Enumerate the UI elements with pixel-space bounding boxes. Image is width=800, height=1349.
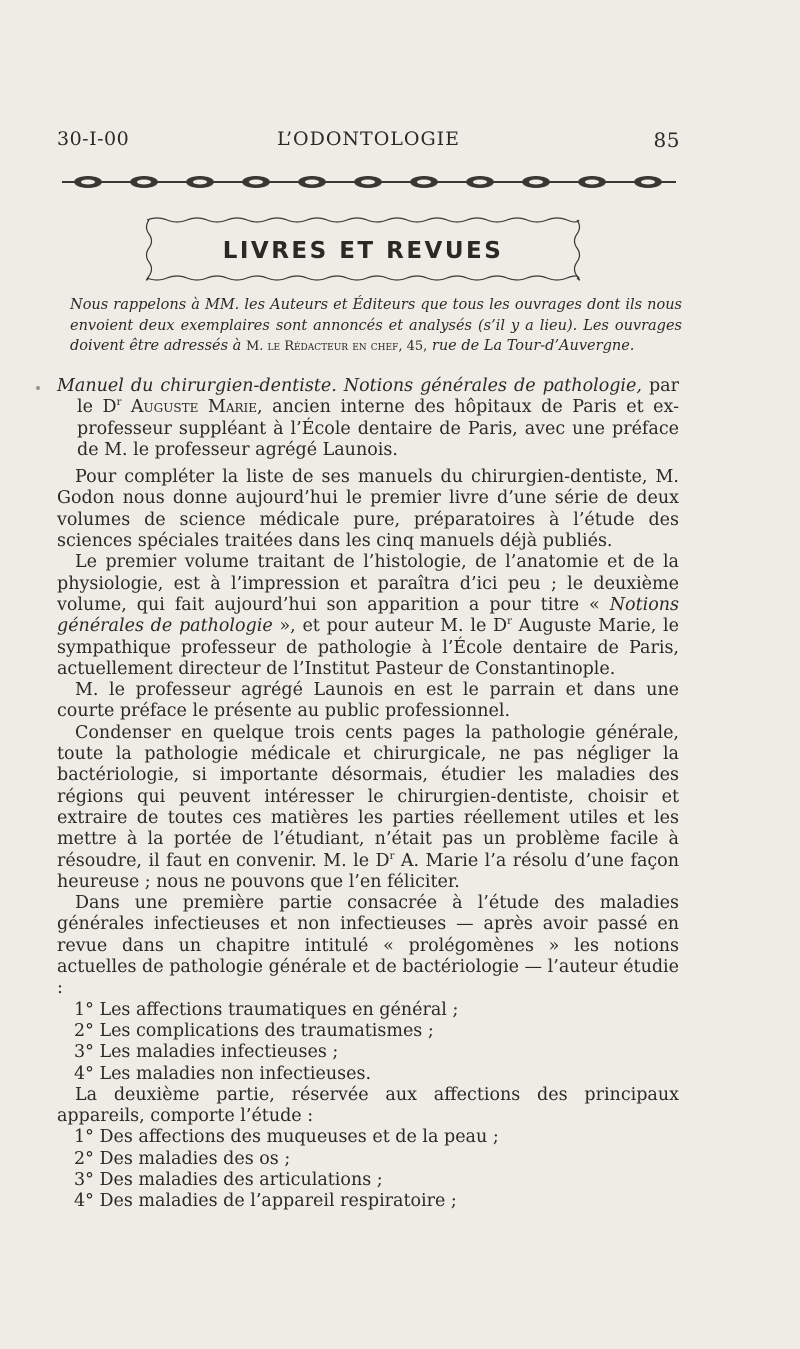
editorial-notice: [70, 295, 682, 358]
margin-mark: [36, 386, 40, 390]
paragraph: Condenser en quelque trois cents pages la pathologie générale, toute la pathologie médicale et chirurgicale, ne pas négliger la bactériologie, si importante désormais, étudier les maladies des régions qui peuvent intéresser le chirurgien-dentiste, choisir et extraire de toutes ces matières les parties réellement utiles et les mettre à la portée de l’étudiant, n’était pas un problème facile à résoudre, il faut en convenir. M. le $D^r$ A. Marie l’a résolu d’une façon heureuse ; nous ne pouvons que l’en féliciter.: [57, 722, 679, 892]
list-organ-diseases: [57, 1127, 679, 1212]
book-title: Manuel du chirurgien-dentiste. Notions générales de pathologie,: [57, 376, 642, 396]
paragraph: La deuxième partie, réservée aux affections des principaux appareils, comporte l’étude :: [57, 1084, 679, 1127]
article-body: [57, 376, 679, 1213]
paragraph: Pour compléter la liste de ses manuels du chirurgien-dentiste, M. Godon nous donne aujourd’hui le premier livre d’une série de deux volumes de science médicale pure, préparatoires à l’étude des sciences spéciales traitées dans les cinq manuels déjà publiés.: [57, 467, 679, 552]
section-title: LIVRES ET REVUES: [222, 238, 504, 264]
list-item: 3° Les maladies infectieuses ;: [74, 1042, 339, 1063]
page-number: 85: [653, 128, 680, 152]
list-item: 2° Des maladies des os ;: [74, 1148, 291, 1169]
book-by: par le D: [77, 376, 679, 418]
paragraph: Dans une première partie consacrée à l’étude des maladies générales infectieuses et non infectieuses — après avoir passé en revue dans un chapitre intitulé « prolégomènes » les notions actuelles de pathologie générale et de bactériologie — l’auteur étudie :: [57, 893, 679, 999]
cited-title: Notions générales de pathologie: [57, 594, 679, 637]
running-header: [57, 128, 680, 160]
notice-text: Nous rappelons à MM. les Auteurs et Éditeurs que tous les ouvrages dont ils nous envoient deux exemplaires sont annoncés et analysés (s’il y a lieu). Les ouvrages doivent être adressés à: [70, 297, 682, 354]
section-title-frame: [143, 214, 583, 284]
list-item: 1° Les affections traumatiques en général ;: [74, 999, 459, 1020]
notice-address: rue de La Tour-d’Auvergne.: [427, 338, 635, 354]
list-general-diseases: [57, 1000, 679, 1085]
issue-date: 30-I-00: [57, 128, 130, 150]
paragraph: Le premier volume traitant de l’histologie, de l’anatomie et de la physiologie, est à l’impression et paraîtra d’ici peu ; le deuxième volume, qui fait aujourd’hui son apparition a pour titre « Notions générales de pathologie », et pour auteur M. le $D^r$ Auguste Marie, le sympathique professeur de pathologie à l’École dentaire de Paris, actuellement directeur de l’Institut Pasteur de Constantinople.: [57, 552, 679, 679]
list-item: 4° Des maladies de l’appareil respiratoire ;: [74, 1191, 457, 1212]
notice-addressee: M. le Rédacteur en chef, 45,: [245, 339, 428, 354]
list-item: 4° Les maladies non infectieuses.: [74, 1063, 372, 1084]
book-description: , ancien interne des hôpitaux de Paris et ex-professeur suppléant à l’École dentaire de Paris, avec une préface de M. le professeur agrégé Launois.: [77, 397, 679, 460]
book-entry: [57, 376, 679, 461]
decorative-border-ornament: [60, 174, 678, 190]
book-author: Auguste Marie: [121, 397, 258, 418]
journal-title: L’ODONTOLOGIE: [276, 128, 461, 150]
list-item: 1° Des affections des muqueuses et de la peau ;: [74, 1127, 499, 1148]
list-item: 3° Des maladies des articulations ;: [74, 1169, 383, 1190]
list-item: 2° Les complications des traumatismes ;: [74, 1020, 434, 1041]
paragraph: M. le professeur agrégé Launois en est le parrain et dans une courte préface le présente au public professionnel.: [57, 680, 679, 722]
book-dr-sup: r: [116, 397, 122, 409]
